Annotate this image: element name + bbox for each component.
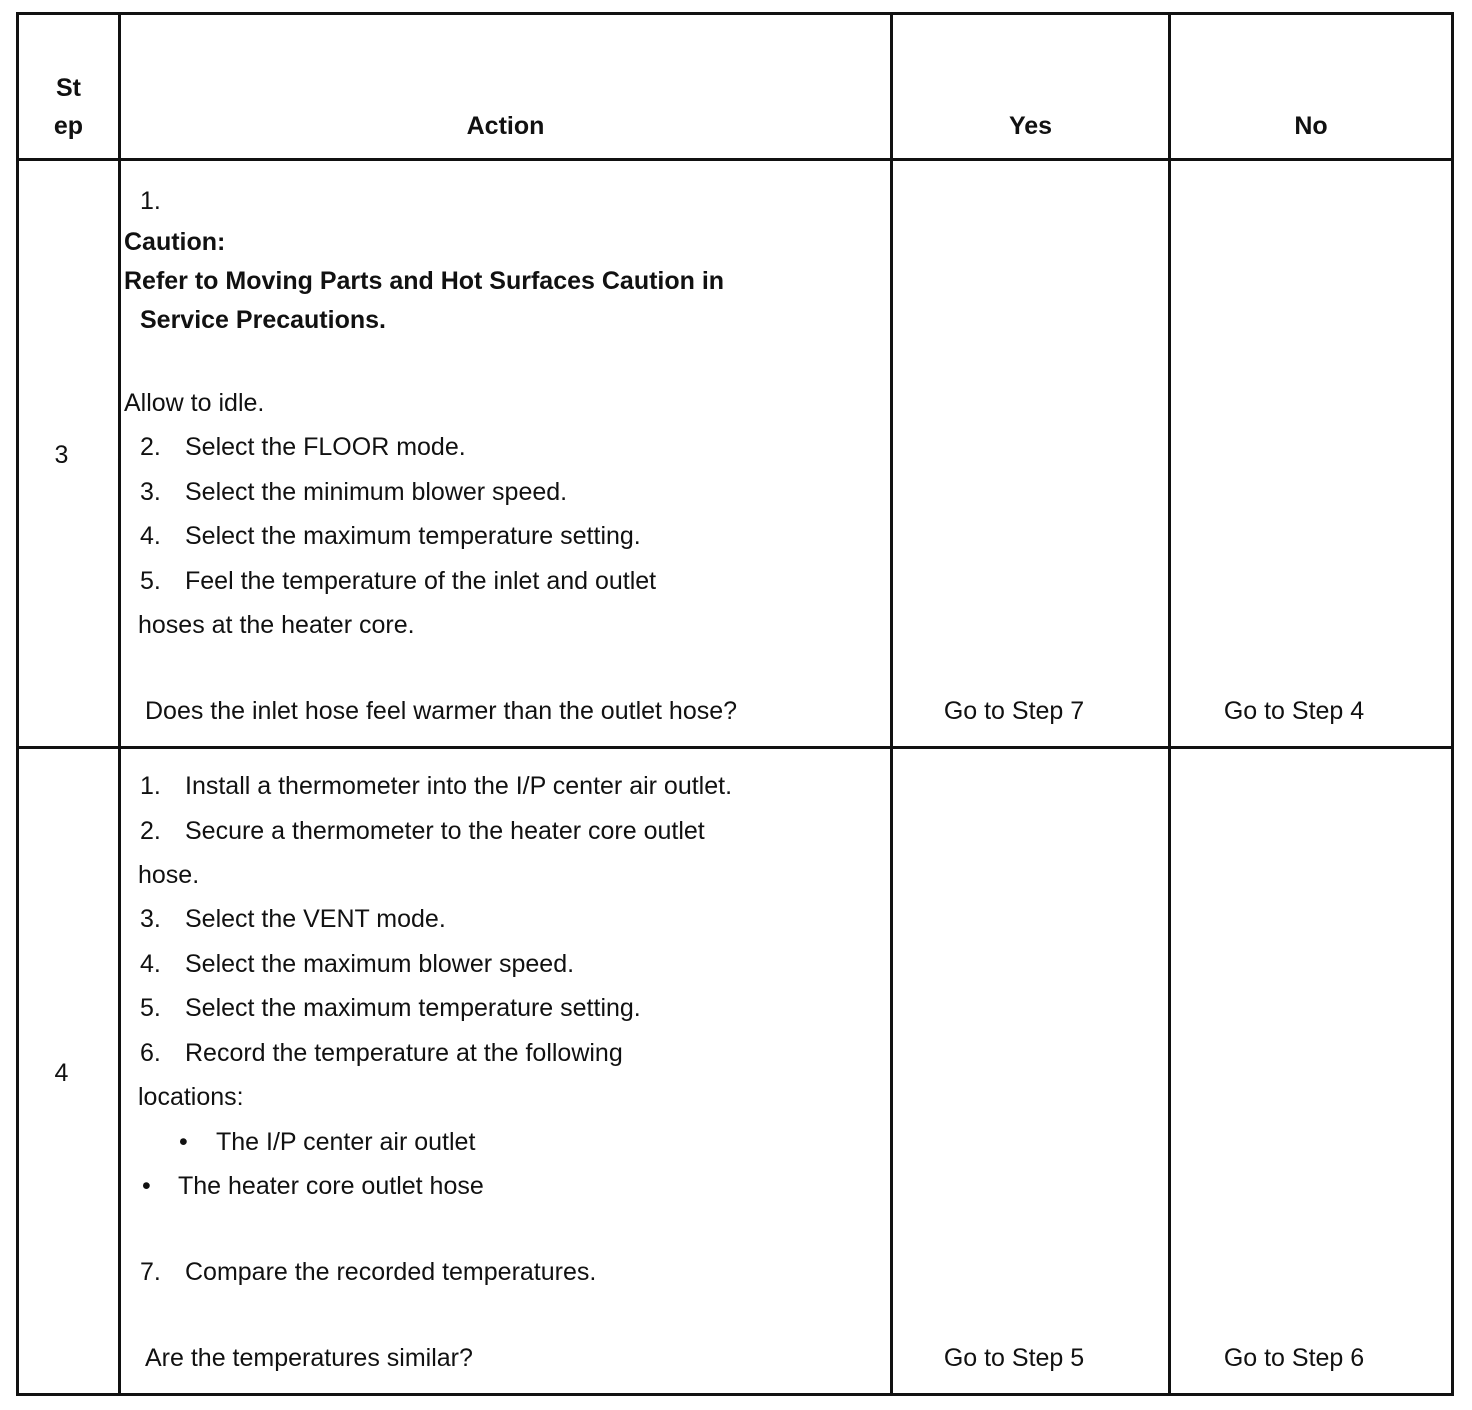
list-item-number: 4. bbox=[140, 522, 161, 550]
bullet-item: The I/P center air outlet bbox=[216, 1128, 476, 1156]
header-divider bbox=[16, 158, 1454, 161]
list-item-number: 2. bbox=[140, 433, 161, 461]
table-border-top bbox=[16, 12, 1454, 15]
list-item-number: 3. bbox=[140, 905, 161, 933]
bullet-icon: • bbox=[179, 1128, 188, 1156]
list-item-number: 5. bbox=[140, 567, 161, 595]
table-border-bottom bbox=[16, 1393, 1454, 1396]
bullet-icon: • bbox=[142, 1172, 151, 1200]
list-item-number: 1. bbox=[140, 187, 161, 215]
table-border-right bbox=[1451, 12, 1454, 1396]
list-item: Select the maximum blower speed. bbox=[185, 950, 575, 978]
list-item-continuation: hose. bbox=[138, 861, 200, 889]
step-number: 3 bbox=[54, 441, 69, 469]
list-item-number: 6. bbox=[140, 1039, 161, 1067]
list-item-number: 2. bbox=[140, 817, 161, 845]
header-step-line2: ep bbox=[53, 112, 84, 140]
yes-result: Go to Step 7 bbox=[943, 697, 1085, 725]
list-item-continuation: locations: bbox=[138, 1083, 244, 1111]
step-number: 4 bbox=[54, 1059, 69, 1087]
list-item: Select the maximum temperature setting. bbox=[185, 994, 641, 1022]
table-border-left bbox=[16, 12, 19, 1396]
header-no: No bbox=[1294, 112, 1328, 140]
header-action: Action bbox=[466, 112, 545, 140]
row-divider bbox=[16, 746, 1454, 749]
list-item-number: 1. bbox=[140, 772, 161, 800]
list-item-number: 3. bbox=[140, 478, 161, 506]
question: Are the temperatures similar? bbox=[145, 1344, 473, 1372]
list-item: Feel the temperature of the inlet and outlet bbox=[185, 567, 657, 595]
list-item: Install a thermometer into the I/P center air outlet. bbox=[185, 772, 733, 800]
allow-to-idle: Allow to idle. bbox=[124, 389, 265, 417]
caution-title: Caution: bbox=[124, 228, 226, 256]
step-column-divider bbox=[118, 12, 121, 1396]
header-yes: Yes bbox=[1008, 112, 1053, 140]
list-item: Select the VENT mode. bbox=[185, 905, 446, 933]
caution-text-line1: Refer to Moving Parts and Hot Surfaces Caution in bbox=[124, 267, 725, 295]
list-item: Select the FLOOR mode. bbox=[185, 433, 466, 461]
list-item: Compare the recorded temperatures. bbox=[185, 1258, 597, 1286]
list-item-continuation: hoses at the heater core. bbox=[138, 611, 415, 639]
no-result: Go to Step 4 bbox=[1223, 697, 1365, 725]
caution-text-line2: Service Precautions. bbox=[140, 306, 386, 334]
list-item: Select the maximum temperature setting. bbox=[185, 522, 641, 550]
question: Does the inlet hose feel warmer than the outlet hose? bbox=[145, 697, 738, 725]
header-step-line1: St bbox=[56, 74, 81, 102]
list-item: Record the temperature at the following bbox=[185, 1039, 623, 1067]
list-item-number: 4. bbox=[140, 950, 161, 978]
no-result: Go to Step 6 bbox=[1223, 1344, 1365, 1372]
list-item-number: 5. bbox=[140, 994, 161, 1022]
bullet-item: The heater core outlet hose bbox=[178, 1172, 484, 1200]
yes-result: Go to Step 5 bbox=[943, 1344, 1085, 1372]
list-item: Secure a thermometer to the heater core outlet bbox=[185, 817, 705, 845]
list-item-number: 7. bbox=[140, 1258, 161, 1286]
list-item: Select the minimum blower speed. bbox=[185, 478, 568, 506]
